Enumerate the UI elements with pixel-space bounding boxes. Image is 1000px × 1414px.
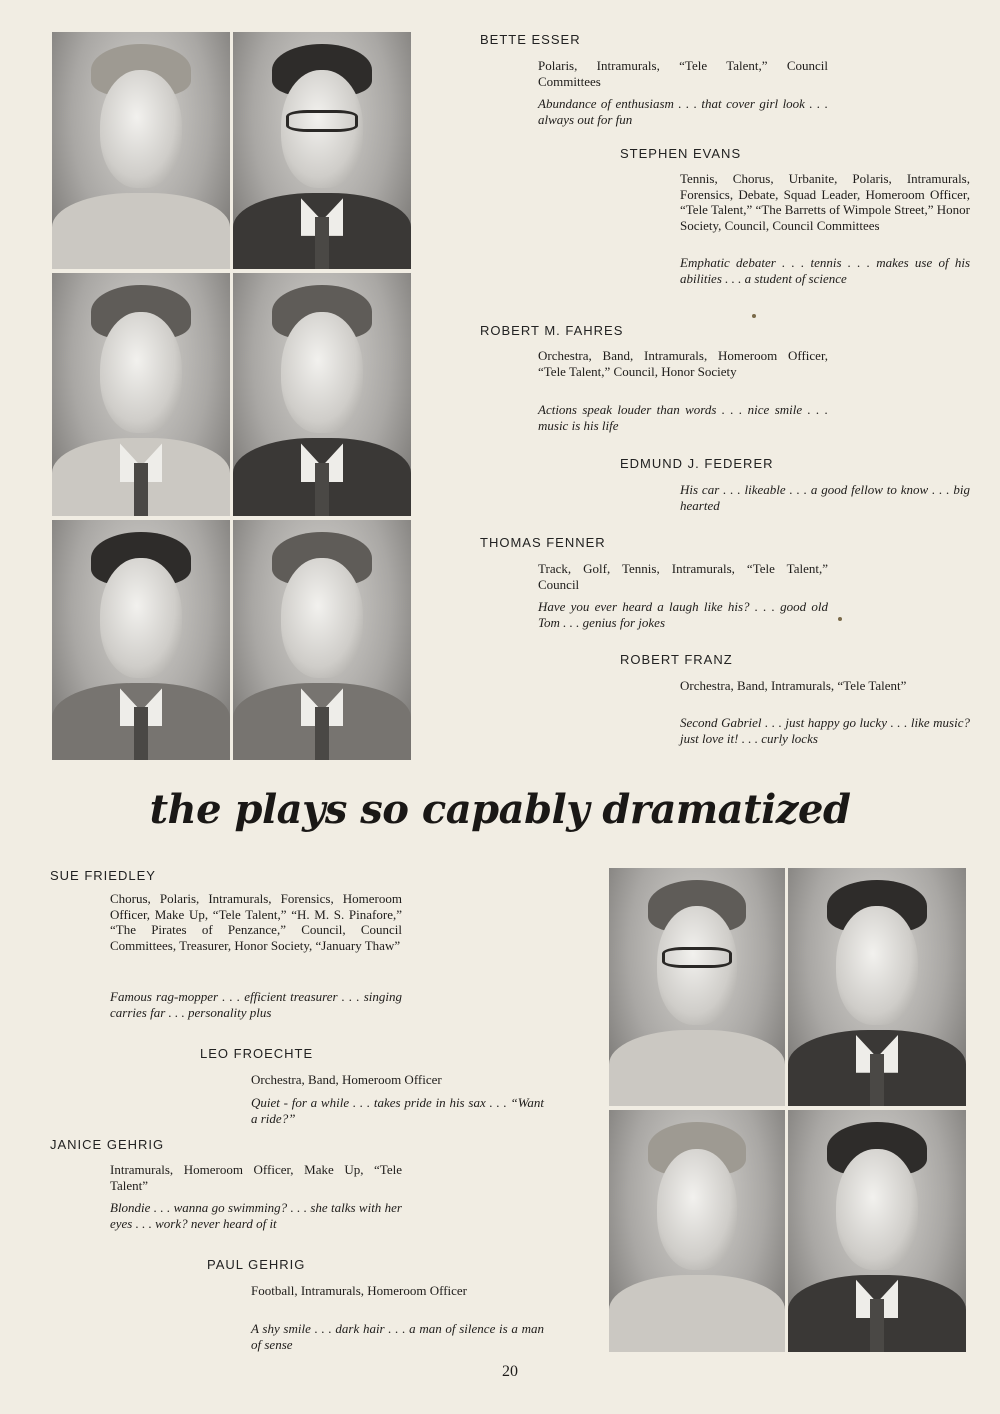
page-number: 20 [502,1363,518,1380]
student-activities: Tennis, Chorus, Urbanite, Polaris, Intramurals, Forensics, Debate, Squad Leader, Homeroom Officer, “Tele Talent,” “The Barretts of Wimpole Street,” Honor Society, Council, Council Committees [680,171,970,233]
student-name: ROBERT FRANZ [620,652,733,667]
portrait-photo [52,273,230,516]
student-name: JANICE GEHRIG [50,1137,165,1152]
student-quote: Abundance of enthusiasm . . . that cover girl look . . . always out for fun [538,96,828,127]
section-headline: the plays so capably dramatized [149,786,851,833]
student-quote: Second Gabriel . . . just happy go lucky . . . like music? just love it! . . . curly locks [680,715,970,746]
student-name: PAUL GEHRIG [207,1257,306,1272]
student-activities: Orchestra, Band, Homeroom Officer [251,1072,442,1087]
portrait-photo [788,868,966,1106]
student-quote: Famous rag-mopper . . . efficient treasurer . . . singing carries far . . . personality plus [110,989,402,1020]
print-speck [838,617,842,621]
student-activities: Football, Intramurals, Homeroom Officer [251,1283,468,1298]
student-activities: Orchestra, Band, Intramurals, Homeroom Officer, “Tele Talent,” Council, Honor Society [538,348,828,379]
student-activities: Track, Golf, Tennis, Intramurals, “Tele Talent,” Council [538,561,828,592]
student-activities: Orchestra, Band, Intramurals, “Tele Talent” [680,678,907,693]
student-quote: Emphatic debater . . . tennis . . . makes use of his abilities . . . a student of science [680,255,970,286]
student-quote: A shy smile . . . dark hair . . . a man of silence is a man of sense [251,1321,544,1352]
portrait-photo [609,868,785,1106]
portrait-photo [609,1110,785,1352]
portrait-photo [233,273,411,516]
portrait-photo [233,32,411,269]
student-name: THOMAS FENNER [480,535,606,550]
student-quote: Actions speak louder than words . . . nice smile . . . music is his life [538,402,828,433]
print-speck [752,314,756,318]
student-quote: His car . . . likeable . . . a good fellow to know . . . big hearted [680,482,970,513]
student-activities: Polaris, Intramurals, “Tele Talent,” Council Committees [538,58,828,89]
portrait-photo [233,520,411,760]
student-quote: Blondie . . . wanna go swimming? . . . she talks with her eyes . . . work? never heard of it [110,1200,402,1231]
portrait-photo [788,1110,966,1352]
student-name: ROBERT M. FAHRES [480,323,624,338]
student-name: EDMUND J. FEDERER [620,456,774,471]
portrait-photo [52,32,230,269]
student-name: SUE FRIEDLEY [50,868,156,883]
student-activities: Chorus, Polaris, Intramurals, Forensics, Homeroom Officer, Make Up, “Tele Talent,” “H. M. S. Pinafore,” “The Pirates of Penzance,” Council, Council Committees, Treasurer, Honor Society, “January Thaw” [110,891,402,953]
student-quote: Have you ever heard a laugh like his? . . . good old Tom . . . genius for jokes [538,599,828,630]
student-name: LEO FROECHTE [200,1046,314,1061]
student-quote: Quiet - for a while . . . takes pride in his sax . . . “Want a ride?” [251,1095,544,1126]
student-activities: Intramurals, Homeroom Officer, Make Up, “Tele Talent” [110,1162,402,1193]
student-name: BETTE ESSER [480,32,581,47]
portrait-photo [52,520,230,760]
student-name: STEPHEN EVANS [620,146,742,161]
